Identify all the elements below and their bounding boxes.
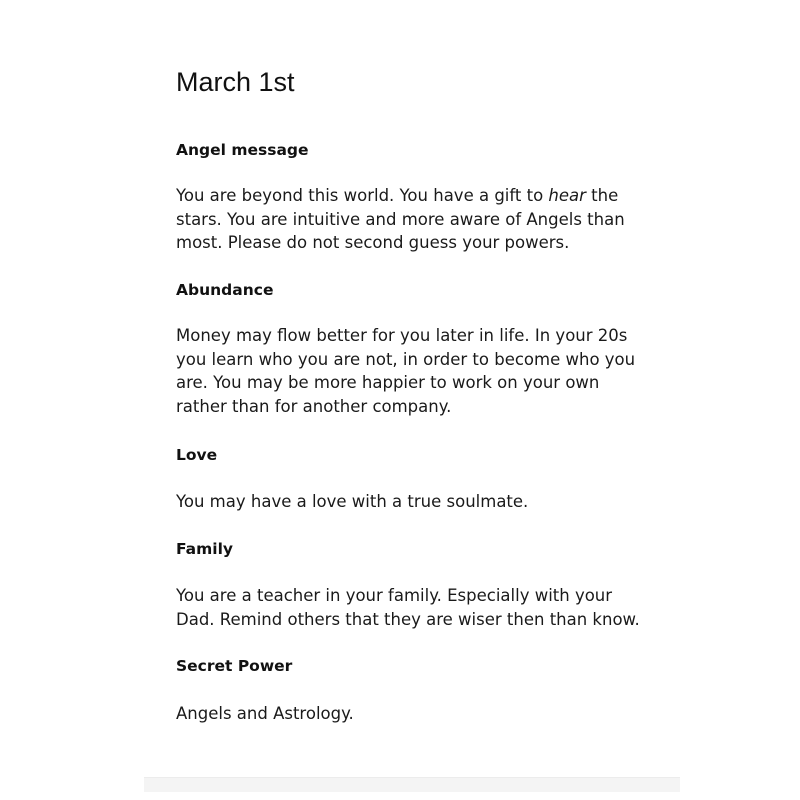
page-title: March 1st	[176, 67, 295, 97]
text-line: Dad. Remind others that they are wiser then than know.	[176, 609, 640, 629]
section-heading-secret-power: Secret Power	[176, 657, 293, 675]
section-text-love	[176, 490, 656, 514]
text-line: you learn who you are not, in order to become who you	[176, 349, 636, 369]
text-line: most. Please do not second guess your powers.	[176, 233, 570, 252]
text-line: stars. You are intuitive and more aware of Angels than	[176, 209, 625, 229]
text-line: Money may flow better for you later in life. In your 20s	[176, 326, 628, 345]
text-line: You are a teacher in your family. Especially with your	[176, 586, 613, 605]
text-line: are. You may be more happier to work on your own	[176, 373, 600, 392]
text-line: You may have a love with a true soulmate.	[176, 492, 529, 511]
page-bottom-edge	[144, 777, 680, 792]
section-heading-angel-message: Angel message	[176, 141, 309, 159]
section-text-angel-message	[176, 184, 656, 255]
emphasis-text: hear	[548, 186, 586, 205]
text-line: rather than for another company.	[176, 396, 452, 416]
section-text-family	[176, 584, 656, 631]
section-heading-abundance: Abundance	[176, 281, 274, 299]
section-heading-family: Family	[176, 540, 234, 558]
section-text-abundance	[176, 324, 656, 418]
text-line: You are beyond this world. You have a gift to hear the	[176, 186, 619, 205]
section-heading-love: Love	[176, 446, 218, 464]
section-text-secret-power	[176, 702, 656, 726]
text-line: Angels and Astrology.	[176, 704, 354, 723]
